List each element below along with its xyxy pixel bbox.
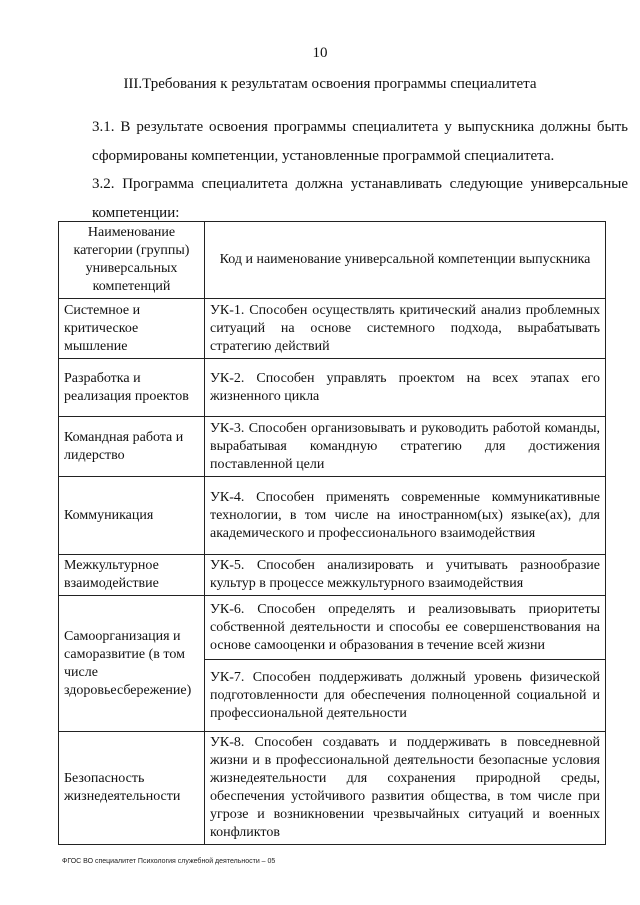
competence-cell: УК-3. Способен организовывать и руководить работой команды, вырабатывая командную стратегию для достижения поставленной цели bbox=[205, 417, 606, 477]
competence-cell: УК-7. Способен поддерживать должный уровень физической подготовленности для обеспечения полноценной социальной и профессиональной деятельности bbox=[205, 660, 606, 732]
competence-cell: УК-8. Способен создавать и поддерживать в повседневной жизни и в профессиональной деятельности безопасные условия жизнедеятельности для сохранения природной среды, обеспечения устойчивого развития общества, в том числе при угрозе и возникновении чрезвычайных ситуаций и военных конфликтов bbox=[205, 732, 606, 845]
table-row bbox=[59, 477, 606, 555]
category-cell: Коммуникация bbox=[59, 477, 205, 555]
page-number: 10 bbox=[312, 45, 328, 61]
paragraph-3-1: 3.1. В результате освоения программы специалитета у выпускника должны быть сформированы компетенции, установленные программой специалитета. bbox=[92, 119, 628, 164]
table-row bbox=[59, 732, 606, 845]
competencies-table bbox=[58, 221, 606, 845]
category-cell: Самоорганизация и саморазвитие (в том числе здоровьесбережение) bbox=[59, 596, 205, 732]
competence-cell: УК-4. Способен применять современные коммуникативные технологии, в том числе на иностранном(ых) языке(ах), для академического и профессионального взаимодействия bbox=[205, 477, 606, 555]
table-header-row bbox=[59, 222, 606, 299]
category-cell: Безопасность жизнедеятельности bbox=[59, 732, 205, 845]
header-category: Наименование категории (группы) универсальных компетенций bbox=[59, 222, 205, 299]
table-row bbox=[59, 299, 606, 359]
table-row bbox=[59, 596, 606, 660]
section-heading: III.Требования к результатам освоения программы специалитета bbox=[123, 76, 537, 92]
competence-cell: УК-1. Способен осуществлять критический анализ проблемных ситуаций на основе системного подхода, вырабатывать стратегию действий bbox=[205, 299, 606, 359]
category-cell: Межкультурное взаимодействие bbox=[59, 555, 205, 596]
table-row bbox=[59, 359, 606, 417]
competence-cell: УК-2. Способен управлять проектом на всех этапах его жизненного цикла bbox=[205, 359, 606, 417]
paragraph-3-2: 3.2. Программа специалитета должна устанавливать следующие универсальные компетенции: bbox=[92, 176, 628, 221]
competence-cell: УК-5. Способен анализировать и учитывать разнообразие культур в процессе межкультурного взаимодействия bbox=[205, 555, 606, 596]
table-row bbox=[59, 417, 606, 477]
footer-note: ФГОС ВО специалитет Психология служебной деятельности – 05 bbox=[62, 858, 276, 865]
header-code: Код и наименование универсальной компетенции выпускника bbox=[205, 222, 606, 299]
category-cell: Командная работа и лидерство bbox=[59, 417, 205, 477]
table-row bbox=[59, 555, 606, 596]
competence-cell: УК-6. Способен определять и реализовывать приоритеты собственной деятельности и способы ее совершенствования на основе самооценки и образования в течение всей жизни bbox=[205, 596, 606, 660]
category-cell: Разработка и реализация проектов bbox=[59, 359, 205, 417]
category-cell: Системное и критическое мышление bbox=[59, 299, 205, 359]
